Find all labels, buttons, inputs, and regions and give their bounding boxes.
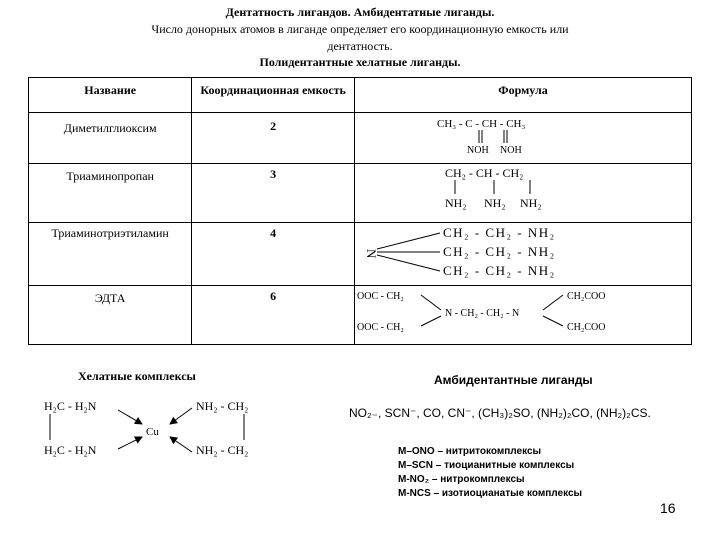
edta-formula xyxy=(355,286,691,340)
page-number: 16 xyxy=(660,500,676,516)
formula-text: CH₂ - CH₂ - NH₂ xyxy=(442,225,556,240)
header-name: Название xyxy=(29,78,192,113)
dimethylglyoxime-formula xyxy=(355,113,691,159)
metal-center: Cu xyxy=(146,426,159,438)
intro-line: Число донорных атомов в лиганде определяет его координационную емкость или xyxy=(151,22,569,36)
formula-text: NH₂ xyxy=(483,196,506,210)
row-name: Триаминотриэтиламин xyxy=(29,223,192,286)
formula-text: OOC - CH₂ xyxy=(356,291,404,302)
chelate-title: Хелатные комплексы xyxy=(78,369,196,383)
formula-text: N xyxy=(363,249,379,259)
list-item: M–SCN – тиоцианитные комплексы xyxy=(398,460,575,471)
table-header-row xyxy=(29,78,692,113)
list-item: M-NCS – изотиоцианатые комплексы xyxy=(398,488,583,499)
formula-text: CH₂COO xyxy=(566,291,606,302)
ambident-examples xyxy=(398,445,582,501)
row-name: Триаминопропан xyxy=(29,164,192,223)
row-capacity: 6 xyxy=(192,286,355,345)
formula-cell xyxy=(354,164,691,223)
header-capacity: Координационная емкость xyxy=(192,78,355,113)
formula-text: CH₂ - CH₂ - NH₂ xyxy=(442,263,556,278)
chelate-right-top: NH₂ - CH₂ xyxy=(196,399,249,413)
chelate-right-bottom: NH₂ - CH₂ xyxy=(196,443,249,457)
list-item: M-NO₂ – нитрокомплексы xyxy=(398,474,525,485)
triaminopropane-formula xyxy=(355,164,691,218)
formula-text: CH₂ - CH₂ - NH₂ xyxy=(442,244,556,259)
formula-text: CH₂ - CH - CH₂ xyxy=(444,166,524,180)
formula-text: N - CH₂ - CH₂ - N xyxy=(444,308,520,319)
table-row xyxy=(29,164,692,223)
page-title: Дентатность лигандов. Амбидентатные лиганды. xyxy=(225,5,495,19)
formula-text: NH₂ xyxy=(444,196,467,210)
formula-text: OOC - CH₂ xyxy=(356,322,404,333)
ambident-list: NO₂₋, SCN⁻, CO, CN⁻, (CH₃)₂SO, (NH₂)₂CO, (NH₂)₂CS. xyxy=(349,406,651,420)
formula-text: CH₂COO xyxy=(566,322,606,333)
table-row xyxy=(29,113,692,164)
formula-text: NOH xyxy=(499,145,522,156)
list-item: M–ONO – нитритокомплексы xyxy=(398,446,542,457)
chelate-diagram xyxy=(40,392,280,467)
table-row xyxy=(29,286,692,345)
chelate-left-bottom: H₂C - H₂N xyxy=(44,443,97,457)
header-formula: Формула xyxy=(354,78,691,113)
formula-text: CH₃ - C - CH - CH₃ xyxy=(436,118,526,130)
row-name: ЭДТА xyxy=(29,286,192,345)
triaminotriethylamine-formula xyxy=(355,223,691,281)
formula-text: NH₂ xyxy=(519,196,542,210)
formula-cell xyxy=(354,223,691,286)
row-capacity: 3 xyxy=(192,164,355,223)
ambident-title: Амбидентантные лиганды xyxy=(434,373,593,387)
row-name: Диметилглиоксим xyxy=(29,113,192,164)
row-capacity: 4 xyxy=(192,223,355,286)
row-capacity: 2 xyxy=(192,113,355,164)
section-subtitle: Полидентантные хелатные лиганды. xyxy=(259,55,461,69)
formula-text: NOH xyxy=(466,145,489,156)
table-row xyxy=(29,223,692,286)
intro-line-cont: дентатность. xyxy=(327,39,393,53)
ligand-table xyxy=(28,77,692,345)
formula-cell xyxy=(354,113,691,164)
chelate-left-top: H₂C - H₂N xyxy=(44,399,97,413)
formula-cell xyxy=(354,286,691,345)
